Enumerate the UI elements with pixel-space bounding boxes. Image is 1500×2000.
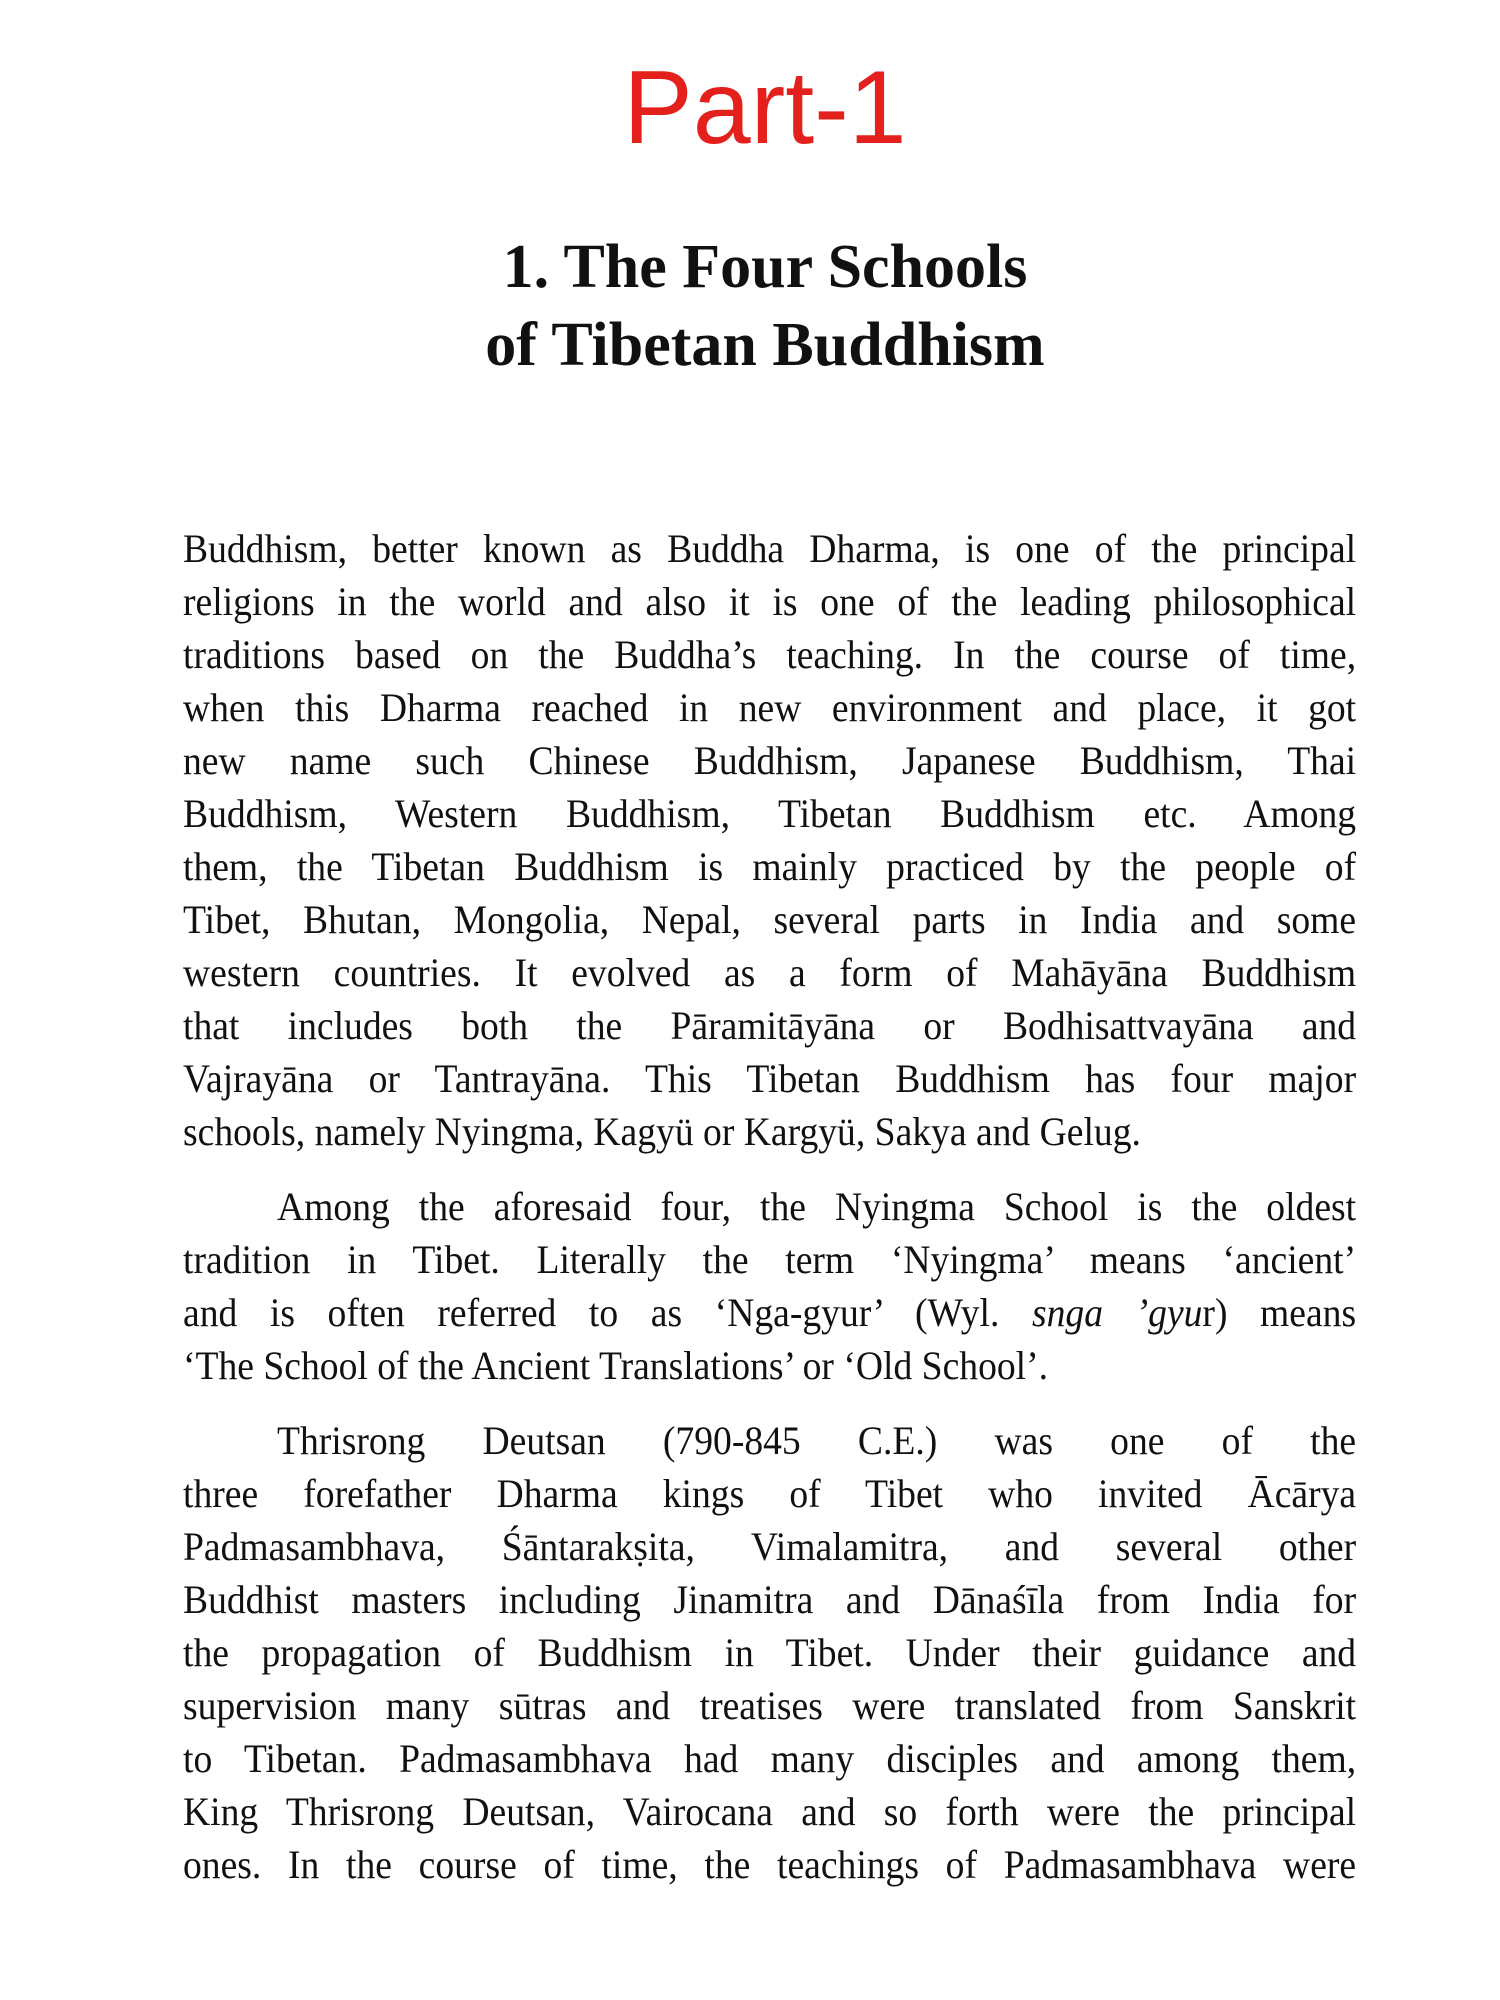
- paragraph-1-line: Tibet, Bhutan, Mongolia, Nepal, several parts in India and some: [183, 897, 1357, 942]
- paragraph-3-line: the propagation of Buddhism in Tibet. Under their guidance and: [183, 1630, 1357, 1675]
- paragraph-1-line: Buddhism, Western Buddhism, Tibetan Buddhism etc. Among: [183, 791, 1357, 836]
- paragraph-3-line: Buddhist masters including Jinamitra and Dānaśīla from India for: [183, 1577, 1357, 1622]
- part-label: Part-1: [623, 50, 907, 166]
- paragraph-3-line: to Tibetan. Padmasambhava had many disciples and among them,: [183, 1736, 1357, 1781]
- paragraph-2-line: tradition in Tibet. Literally the term ‘Nyingma’ means ‘ancient’: [183, 1237, 1357, 1282]
- paragraph-2-line: Among the aforesaid four, the Nyingma School is the oldest: [277, 1184, 1357, 1229]
- paragraph-1-line: them, the Tibetan Buddhism is mainly practiced by the people of: [183, 844, 1357, 889]
- paragraph-2-line: ‘The School of the Ancient Translations’ or ‘Old School’.: [183, 1343, 1049, 1388]
- paragraph-1-line: that includes both the Pāramitāyāna or Bodhisattvayāna and: [183, 1003, 1357, 1048]
- paragraph-3-line: supervision many sūtras and treatises were translated from Sanskrit: [183, 1683, 1357, 1728]
- paragraph-1-line: schools, namely Nyingma, Kagyü or Kargyü, Sakya and Gelug.: [183, 1109, 1141, 1154]
- paragraph-1-line: traditions based on the Buddha’s teaching. In the course of time,: [183, 632, 1357, 677]
- paragraph-3-line: King Thrisrong Deutsan, Vairocana and so forth were the principal: [183, 1789, 1357, 1834]
- paragraph-1-line: new name such Chinese Buddhism, Japanese Buddhism, Thai: [183, 738, 1357, 783]
- italic-wylie-term: snga ’gyu: [1031, 1290, 1203, 1335]
- chapter-title-line-2: of Tibetan Buddhism: [485, 311, 1045, 379]
- paragraph-2-line: [183, 1286, 1356, 1339]
- paragraph-1-line: Vajrayāna or Tantrayāna. This Tibetan Buddhism has four major: [183, 1056, 1357, 1101]
- paragraph-1-line: when this Dharma reached in new environment and place, it got: [183, 685, 1357, 730]
- paragraph-3-line: Padmasambhava, Śāntarakṣita, Vimalamitra, and several other: [183, 1524, 1357, 1569]
- text-segment: and is often referred to as ‘Nga-gyur’ (Wyl.: [183, 1290, 1032, 1335]
- paragraph-1-line: Buddhism, better known as Buddha Dharma, is one of the principal: [183, 526, 1357, 571]
- text-segment: r) means: [1202, 1290, 1357, 1335]
- paragraph-3-line: three forefather Dharma kings of Tibet who invited Ācārya: [183, 1471, 1357, 1516]
- chapter-title: [0, 228, 1500, 384]
- chapter-title-line-1: 1. The Four Schools: [502, 233, 1028, 301]
- paragraph-3-line: ones. In the course of time, the teachings of Padmasambhava were: [183, 1842, 1357, 1887]
- paragraph-1-line: western countries. It evolved as a form of Mahāyāna Buddhism: [183, 950, 1357, 995]
- paragraph-3-line: Thrisrong Deutsan (790-845 C.E.) was one of the: [277, 1418, 1357, 1463]
- paragraph-1-line: religions in the world and also it is one of the leading philosophical: [183, 579, 1357, 624]
